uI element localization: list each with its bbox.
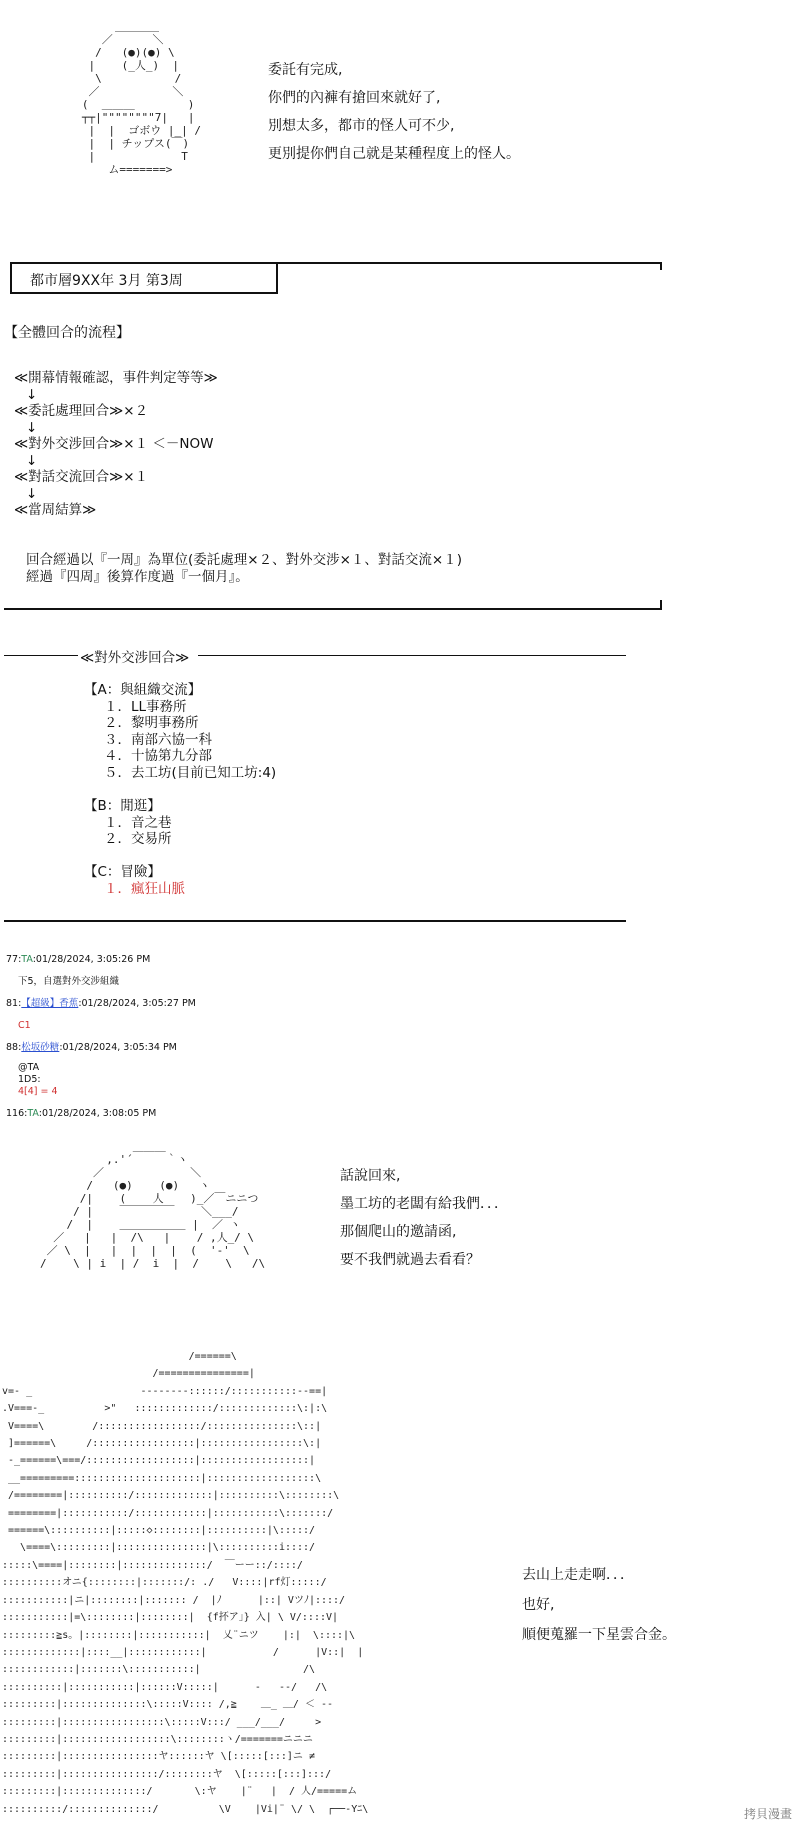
flow-arrow: ↓ xyxy=(26,452,38,469)
group-a xyxy=(84,682,276,781)
dialogue-line: 去山上走走啊．．． xyxy=(522,1567,634,1583)
dialogue-2 xyxy=(340,1162,508,1274)
dialogue-line: 話說回來, xyxy=(340,1168,401,1184)
negotiation-header: ≪對外交涉回合≫ xyxy=(80,650,190,666)
group-b-item[interactable]: １．音之巷 xyxy=(104,814,172,831)
post-date: :01/28/2024, 3:05:27 PM xyxy=(78,998,196,1009)
calendar-date: 都市層9XX年 3月 第3周 xyxy=(30,273,183,289)
group-b-title: 【B：閒逛】 xyxy=(84,798,161,814)
ascii-art-mountain-scene: /======\ /===============| v=- _ --------::::::/:::::::::::--==| .V===-_ >" :::::::::::::/:::::::::::::\:|:\ V====\ /:::::::::::::::::/:::::::::::::::\::| ]======\ /:::::::::::::::::|:::::::::::::::::\:| -_======\===/::::::::::::::::::|::::::::::::::::::| __=========:::::::::::::::::::::|::::::::::::::::::\ /========|::::::::::/:::::::::::::|::::::::::\::::::::\ ========|:::::::::::/::::::::::::|:::::::::::\:::::::/ ======\::::::::::|:::::◇::::::::|::::::::::|\:::::/ \====\:::::::::|:::::::::::::::|\::::::::::i::::/ :::::\====|::::::::|::::::::::::::/ ￣ーー::/::::/ ::::::::::オニ{::::::::|:::::::/: ./ V::::|rf灯:::::/ :::::::::::|ニ|::::::::|::::::: / |ﾉ |::| Vツﾉ|::::/ :::::::::::|=\::::::::|::::::::| {f抔ア｣} 入| \ V/::::V| :::::::::≧s。|::::::::|:::::::::::| 乂¨ニツ |:| \::::|\ :::::::::::::|::::__|::::::::::::| / |V::| | ::::::::::::|:::::::\:::::::::::| /\ ::::::::::|:::::::::::|::::::V:::::| - ‐‐/ /\ :::::::::|::::::::::::::\:::::V:::: /,≧ ＿_ ＿/ ＜ ‐‐ :::::::::|:::::::::::::::::\:::::V:::/ ___/___/ > :::::::::|::::::::::::::::::\::::::::ヽ/=======ニニニ :::::::::|::::::::::::::::ヤ::::::ヤ \[:::::[:::]ニ ≠ :::::::::|::::::::::::::::/::::::::ヤ \[:::::[:::]:::/ :::::::::|::::::::::::::/ \:ヤ |¨ | / 人/=====ム ::::::::::/::::::::::::::/ \V |Vi|¨ \/ \ ┌──‐Yﾆ\ xyxy=(2,1351,369,1815)
negotiation-top-line-right xyxy=(198,655,626,656)
group-c-item-selected[interactable]: １．瘋狂山脈 xyxy=(104,880,185,897)
dice-result: 4[4] = 4 xyxy=(18,1086,58,1097)
group-c-title: 【C：冒險】 xyxy=(84,864,161,880)
negotiation-bottom-line xyxy=(4,920,626,922)
flow-step: ≪委託處理回合≫×２ xyxy=(14,403,149,419)
dialogue-line: 那個爬山的邀請函, xyxy=(340,1224,457,1240)
dialogue-line: 順便蒐羅一下星雲合金。 xyxy=(522,1627,676,1643)
post-number: 77: xyxy=(6,954,22,965)
dialogue-line: 你們的內褲有搶回來就好了, xyxy=(268,90,441,106)
flow-note: 經過『四周』後算作度過『一個月』。 xyxy=(26,568,249,585)
flow-step: ≪開幕情報確認，事件判定等等≫ xyxy=(14,370,218,386)
flow-title: 【全體回合的流程】 xyxy=(4,325,130,341)
dialogue-line: 別想太多，都市的怪人可不少, xyxy=(268,118,455,134)
post-header xyxy=(6,998,196,1010)
frame-right-tick xyxy=(660,262,662,270)
poster-name[interactable]: 松坂砂糖 xyxy=(21,1042,60,1053)
flow-note: 回合經過以『一周』為單位(委託處理×２、對外交涉×１、對話交流×１) xyxy=(26,552,462,568)
flow-arrow: ↓ xyxy=(26,485,38,502)
flow-step: ≪對話交流回合≫×１ xyxy=(14,469,149,485)
frame-bottom-line xyxy=(4,608,662,610)
dialogue-3 xyxy=(522,1560,676,1650)
dialogue-line: 墨工坊的老闆有給我們．．． xyxy=(340,1196,508,1212)
dialogue-line: 委託有完成, xyxy=(268,62,343,78)
dialogue-1 xyxy=(268,56,520,168)
date-box-left xyxy=(10,262,12,294)
group-c xyxy=(84,864,185,897)
post-number: 88: xyxy=(6,1042,22,1053)
group-a-item[interactable]: ３．南部六協一科 xyxy=(104,731,212,748)
dialogue-line: 更別提你們自己就是某種程度上的怪人。 xyxy=(268,146,520,162)
date-box-right xyxy=(276,262,278,294)
date-box-bottom xyxy=(10,292,278,294)
post-body: C1 xyxy=(18,1020,31,1031)
post-body: @TA xyxy=(18,1062,40,1073)
frame-top-line xyxy=(10,262,662,264)
negotiation-top-line-left xyxy=(4,655,78,656)
post-header xyxy=(6,954,150,966)
post-header xyxy=(6,1042,177,1054)
group-a-item[interactable]: ４．十協第九分部 xyxy=(104,748,212,764)
frame-bottom-tick xyxy=(660,600,662,610)
post-date: :01/28/2024, 3:08:05 PM xyxy=(38,1108,157,1119)
post-number: 116: xyxy=(6,1108,28,1119)
poster-name[interactable]: 【超級】香蕉 xyxy=(21,998,79,1009)
post-body: 下5，自選對外交涉組織 xyxy=(18,976,120,987)
group-a-item[interactable]: １．LL事務所 xyxy=(104,698,187,715)
post-date: :01/28/2024, 3:05:26 PM xyxy=(32,954,151,965)
watermark: 拷貝漫畫 xyxy=(743,1807,792,1821)
flow-arrow: ↓ xyxy=(26,419,38,436)
post-date: :01/28/2024, 3:05:34 PM xyxy=(59,1042,177,1053)
flow-list xyxy=(14,370,218,519)
poster-name[interactable]: TA xyxy=(21,954,33,965)
group-a-item[interactable]: ２．黎明事務所 xyxy=(104,715,199,731)
ascii-art-yaruo-1: ＿＿＿＿ ／ ＼ / (●)(●) \ | (_人_) | \ / ／ ＼ ( ＿＿＿ ) ┬┬|""""""""7| | | | ゴボウ |_| / | | チップス(￣) | T ム=======> xyxy=(81,20,201,176)
group-a-item[interactable]: ５．去工坊(目前已知工坊:4) xyxy=(104,764,277,781)
flow-step: ≪當周結算≫ xyxy=(14,502,97,518)
ascii-art-yaruo-2: ＿＿＿ ,.'´ ｀ヽ ／ ＼ / (●) (●) ヽ /| ( 人 )_／￣ニニつ / | ￣￣￣￣￣ ＼___/ / | ＿＿＿＿＿＿ | ／ ヽ ／ | | /\ | / ,人_/ \ ／ \ | | | | | ( '‐' \ / \ | i | / i | / \ /\ xyxy=(40,1140,266,1270)
poster-name[interactable]: TA xyxy=(27,1108,39,1119)
flow-arrow: ↓ xyxy=(26,386,38,403)
group-b-item[interactable]: ２．交易所 xyxy=(104,831,172,847)
post-body: 1D5: xyxy=(18,1074,41,1085)
post-header xyxy=(6,1108,156,1120)
group-a-title: 【A：與組織交流】 xyxy=(84,682,202,698)
flow-notes xyxy=(26,552,462,585)
group-b xyxy=(84,798,172,848)
post-number: 81: xyxy=(6,998,22,1009)
dialogue-line: 也好, xyxy=(522,1597,555,1613)
flow-step-current: ≪對外交涉回合≫×１ ＜－NOW xyxy=(14,436,214,452)
dialogue-line: 要不我們就過去看看？ xyxy=(340,1252,480,1268)
